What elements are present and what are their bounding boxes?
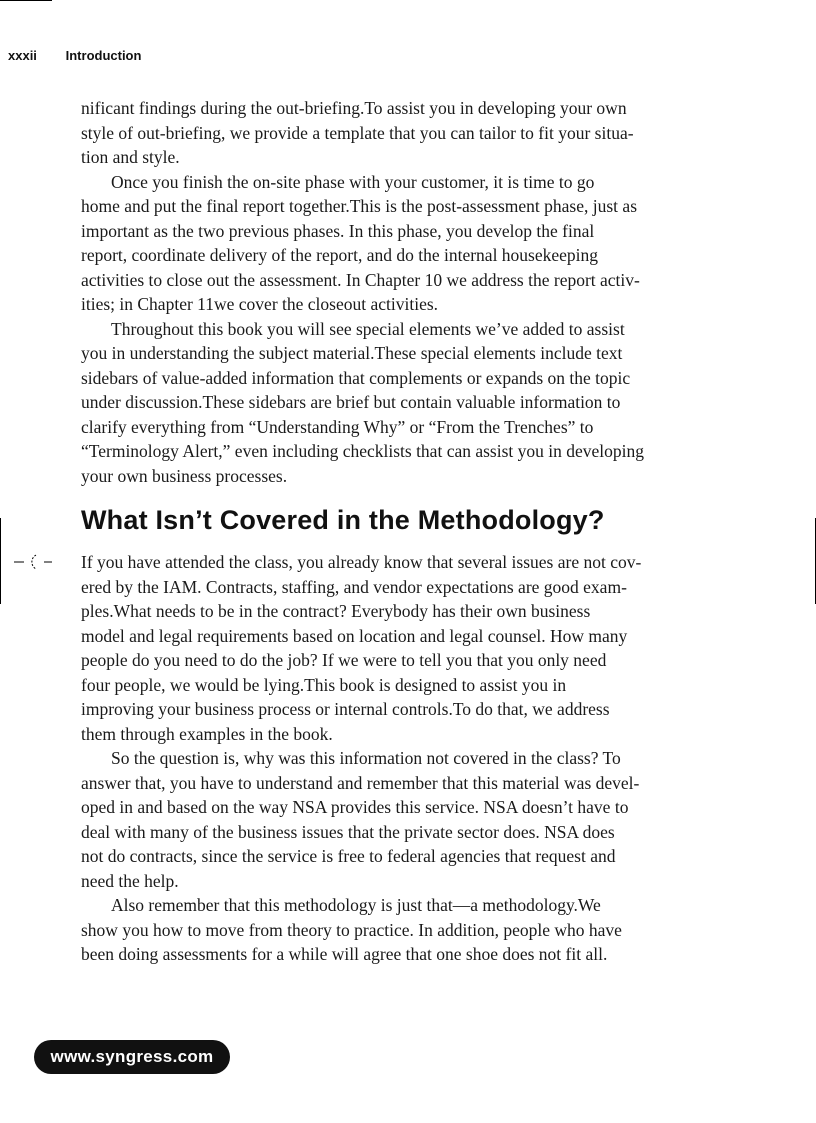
text-line: you in understanding the subject material.These special elements include text [81, 343, 623, 363]
text-line: Once you finish the on-site phase with your customer, it is time to go [111, 171, 595, 192]
text-line: If you have attended the class, you already know that several issues are not cov- [81, 552, 642, 572]
text-line: answer that, you have to understand and remember that this material was devel- [81, 772, 640, 793]
text-line: ities; in Chapter 11we cover the closeout activities. [81, 294, 439, 314]
text-line: not do contracts, since the service is free to federal agencies that request and [81, 846, 616, 866]
section-title: Introduction [65, 48, 142, 63]
text-line: deal with many of the business issues that the private sector does. NSA does [81, 821, 615, 842]
section-heading: What Isn’t Covered in the Methodology? [81, 505, 605, 535]
text-line: clarify everything from “Understanding Why” or “From the Trenches” to [81, 416, 594, 437]
paragraph [81, 550, 703, 746]
footer-url-badge: www.syngress.com [34, 1040, 230, 1074]
text-line: style of out-briefing, we provide a template that you can tailor to fit your situa- [81, 122, 634, 143]
paragraph [81, 96, 703, 170]
text-line: ples.What needs to be in the contract? Everybody has their own business [81, 601, 591, 621]
paragraph [81, 317, 703, 489]
text-line: tion and style. [81, 147, 180, 167]
text-line: important as the two previous phases. In this phase, you develop the final [81, 220, 595, 241]
text-line: home and put the final report together.This is the post-assessment phase, just as [81, 196, 638, 216]
text-line: show you how to move from theory to practice. In addition, people who have [81, 919, 622, 940]
text-line: model and legal requirements based on location and legal counsel. How many [81, 625, 628, 646]
text-line: report, coordinate delivery of the report, and do the internal housekeeping [81, 245, 599, 265]
page-number: xxxii [8, 48, 37, 63]
text-line: improving your business process or internal controls.To do that, we address [81, 699, 610, 719]
text-line: people do you need to do the job? If we were to tell you that you only need [81, 650, 607, 670]
text-line: under discussion.These sidebars are brief but contain valuable information to [81, 392, 621, 412]
text-line: sidebars of value-added information that complements or expands on the topic [81, 367, 631, 388]
paragraph [81, 170, 703, 317]
text-line: need the help. [81, 870, 179, 891]
crop-mark-left [0, 518, 1, 604]
text-line: Also remember that this methodology is just that—a methodology.We [111, 895, 601, 915]
text-line: So the question is, why was this information not covered in the class? To [111, 748, 621, 768]
body-text-section-2 [81, 550, 703, 967]
text-line: been doing assessments for a while will agree that one shoe does not fit all. [81, 944, 608, 964]
text-line: oped in and based on the way NSA provides this service. NSA doesn’t have to [81, 797, 629, 817]
text-line: nificant findings during the out-briefing.To assist you in developing your own [81, 98, 627, 118]
text-line: ered by the IAM. Contracts, staffing, and vendor expectations are good exam- [81, 576, 627, 597]
text-line: Throughout this book you will see special elements we’ve added to assist [111, 318, 625, 339]
text-line: your own business processes. [81, 465, 288, 486]
top-rule [0, 0, 52, 1]
text-line: activities to close out the assessment. In Chapter 10 we address the report activ- [81, 269, 640, 290]
text-line: four people, we would be lying.This book is designed to assist you in [81, 674, 567, 695]
text-line: “Terminology Alert,” even including checklists that can assist you in developing [81, 441, 645, 461]
running-head [8, 48, 141, 63]
paragraph [81, 893, 703, 967]
registration-mark-icon [14, 552, 54, 572]
body-text-section-1 [81, 96, 703, 488]
text-line: them through examples in the book. [81, 723, 333, 744]
paragraph [81, 746, 703, 893]
